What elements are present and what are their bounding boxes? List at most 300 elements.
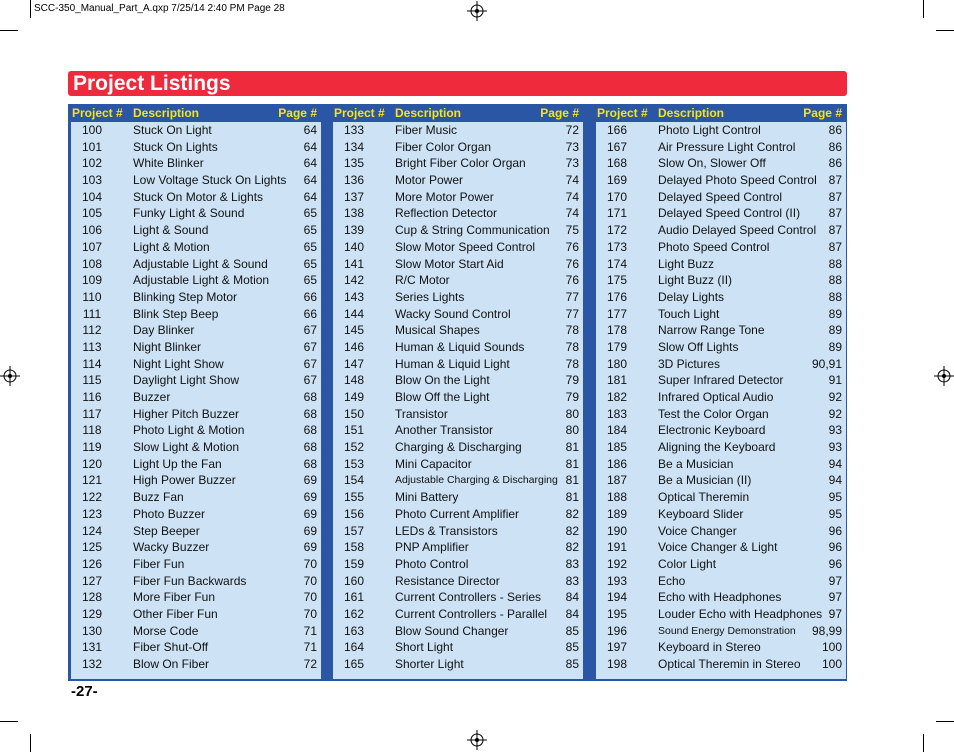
project-number: 198 <box>606 657 628 671</box>
table-row <box>71 506 321 523</box>
project-description: Echo with Headphones <box>658 590 782 605</box>
project-number: 174 <box>606 256 628 271</box>
project-description: Blow Off the Light <box>395 390 490 404</box>
header-description: Description <box>395 106 462 120</box>
project-number: 148 <box>343 373 365 388</box>
project-page: 69 <box>303 540 317 555</box>
project-description: Voice Changer <box>658 523 737 538</box>
table-row <box>333 122 583 139</box>
table-row <box>596 573 846 590</box>
project-page: 87 <box>828 239 842 254</box>
table-row <box>596 422 846 439</box>
project-page: 68 <box>303 456 317 471</box>
table-row <box>71 573 321 590</box>
project-page: 92 <box>828 390 842 404</box>
project-number: 119 <box>82 440 102 455</box>
project-number: 102 <box>81 156 103 171</box>
table-row <box>71 122 321 139</box>
table-row <box>596 322 846 339</box>
project-number: 111 <box>82 306 102 321</box>
project-description: Air Pressure Light Control <box>658 139 796 154</box>
table-row <box>596 623 846 640</box>
project-page: 75 <box>565 223 579 238</box>
project-description: Mini Battery <box>395 490 459 505</box>
table-row <box>71 539 321 556</box>
project-page: 84 <box>565 606 579 621</box>
table-row <box>71 239 321 256</box>
header-project: Project # <box>72 106 123 120</box>
project-number: 121 <box>81 473 103 488</box>
table-row <box>71 523 321 540</box>
table-row <box>71 456 321 473</box>
table-row <box>71 606 321 623</box>
project-page: 68 <box>303 423 317 438</box>
project-page: 72 <box>303 657 317 671</box>
project-page: 65 <box>303 273 317 288</box>
project-description: Another Transistor <box>395 423 494 438</box>
table-row <box>71 406 321 423</box>
project-number: 168 <box>606 156 628 171</box>
project-description: Photo Control <box>395 556 469 571</box>
project-number: 118 <box>82 423 102 438</box>
table-row <box>71 322 321 339</box>
project-listings-table <box>68 104 847 681</box>
project-page: 93 <box>828 423 842 438</box>
project-page: 73 <box>565 156 579 171</box>
project-description: Mini Capacitor <box>395 456 472 471</box>
project-page: 80 <box>565 423 579 438</box>
table-row <box>596 222 846 239</box>
project-number: 186 <box>606 456 628 471</box>
table-row <box>333 422 583 439</box>
project-number: 130 <box>81 623 103 638</box>
project-description: PNP Amplifier <box>395 540 469 555</box>
table-row <box>333 139 583 156</box>
table-row <box>71 189 321 206</box>
project-number: 180 <box>606 356 628 371</box>
project-page: 81 <box>565 473 579 488</box>
project-description: Slow Motor Start Aid <box>395 256 504 271</box>
project-number: 171 <box>606 206 628 221</box>
project-description: Color Light <box>658 556 717 571</box>
table-row <box>333 256 583 273</box>
header-description: Description <box>658 106 725 120</box>
project-number: 163 <box>343 623 365 638</box>
project-number: 100 <box>81 123 103 137</box>
project-number: 112 <box>82 323 102 338</box>
project-number: 150 <box>343 406 365 421</box>
table-row <box>71 356 321 373</box>
table-row <box>596 205 846 222</box>
table-row <box>71 306 321 323</box>
project-description: Slow Light & Motion <box>133 440 240 455</box>
registration-mark-icon <box>467 1 487 21</box>
table-row <box>71 139 321 156</box>
table-row <box>596 339 846 356</box>
project-page: 85 <box>565 623 579 638</box>
project-description: Blow On the Light <box>395 373 490 388</box>
project-description: Low Voltage Stuck On Lights <box>133 173 287 188</box>
project-description: Funky Light & Sound <box>133 206 245 221</box>
project-page: 95 <box>828 490 842 505</box>
table-row <box>596 272 846 289</box>
project-page: 87 <box>828 189 842 204</box>
table-row <box>596 389 846 406</box>
project-number: 191 <box>606 540 628 555</box>
project-number: 144 <box>343 306 365 321</box>
table-row <box>71 289 321 306</box>
table-row <box>71 439 321 456</box>
project-page: 89 <box>828 339 842 354</box>
project-number: 142 <box>343 273 365 288</box>
project-number: 136 <box>343 173 365 188</box>
table-row <box>596 589 846 606</box>
project-page: 64 <box>303 123 317 137</box>
table-row <box>596 439 846 456</box>
project-page: 65 <box>303 239 317 254</box>
project-number: 182 <box>606 390 628 404</box>
project-page: 71 <box>303 623 317 638</box>
project-number: 166 <box>606 123 628 137</box>
project-number: 131 <box>81 640 103 655</box>
project-number: 157 <box>343 523 365 538</box>
project-page: 74 <box>565 206 579 221</box>
project-number: 187 <box>606 473 628 488</box>
table-row <box>333 172 583 189</box>
project-page: 95 <box>828 506 842 521</box>
table-column <box>68 104 323 681</box>
project-page: 92 <box>828 406 842 421</box>
table-row <box>71 623 321 640</box>
project-page: 97 <box>828 573 842 588</box>
project-description: Cup & String Communication <box>395 223 550 238</box>
project-page: 70 <box>303 590 317 605</box>
table-column <box>330 104 585 681</box>
project-page: 89 <box>828 323 842 338</box>
project-description: Musical Shapes <box>395 323 480 338</box>
project-description: Adjustable Light & Sound <box>133 256 268 271</box>
project-number: 140 <box>343 239 365 254</box>
table-row <box>333 523 583 540</box>
project-page: 64 <box>303 173 317 188</box>
project-number: 190 <box>606 523 628 538</box>
project-page: 69 <box>303 473 317 488</box>
project-page: 65 <box>303 223 317 238</box>
project-page: 77 <box>565 289 579 304</box>
table-row <box>333 489 583 506</box>
project-number: 116 <box>82 390 102 404</box>
project-number: 192 <box>606 556 628 571</box>
project-number: 110 <box>82 289 102 304</box>
project-number: 113 <box>82 339 102 354</box>
table-row <box>333 389 583 406</box>
project-page: 100 <box>821 640 842 655</box>
project-number: 101 <box>81 139 103 154</box>
project-description: Optical Theremin in Stereo <box>658 657 801 671</box>
project-number: 115 <box>82 373 102 388</box>
project-description: Blink Step Beep <box>133 306 219 321</box>
project-description: Reflection Detector <box>395 206 498 221</box>
project-number: 105 <box>81 206 103 221</box>
header-project: Project # <box>597 106 648 120</box>
table-header <box>330 104 585 122</box>
project-description: Infrared Optical Audio <box>658 390 774 404</box>
project-description: Human & Liquid Light <box>395 356 510 371</box>
project-page: 87 <box>828 173 842 188</box>
project-number: 114 <box>82 356 102 371</box>
project-page: 90,91 <box>811 356 842 371</box>
table-row <box>333 339 583 356</box>
project-number: 179 <box>606 339 628 354</box>
table-row <box>596 372 846 389</box>
project-description: Sound Energy Demonstration <box>658 624 796 637</box>
project-number: 167 <box>606 139 628 154</box>
project-page: 64 <box>303 139 317 154</box>
project-page: 70 <box>303 573 317 588</box>
project-description: Touch Light <box>658 306 720 321</box>
table-row <box>71 205 321 222</box>
project-page: 79 <box>565 373 579 388</box>
project-page: 67 <box>303 373 317 388</box>
project-number: 117 <box>82 406 102 421</box>
header-page: Page # <box>540 106 579 120</box>
project-description: Short Light <box>395 640 454 655</box>
project-page: 69 <box>303 506 317 521</box>
project-description: Echo <box>658 573 686 588</box>
table-row <box>333 289 583 306</box>
table-row <box>71 272 321 289</box>
project-description: Optical Theremin <box>658 490 750 505</box>
project-page: 87 <box>828 223 842 238</box>
table-column <box>593 104 848 681</box>
project-page: 67 <box>303 356 317 371</box>
project-number: 165 <box>343 657 365 671</box>
table-row <box>333 506 583 523</box>
project-page: 81 <box>565 490 579 505</box>
project-page: 69 <box>303 490 317 505</box>
project-number: 120 <box>81 456 103 471</box>
project-page: 68 <box>303 406 317 421</box>
project-description: Blinking Step Motor <box>133 289 238 304</box>
project-page: 78 <box>565 339 579 354</box>
project-number: 152 <box>343 440 365 455</box>
table-row <box>596 122 846 139</box>
project-page: 76 <box>565 256 579 271</box>
table-row <box>333 356 583 373</box>
project-description: Aligning the Keyboard <box>658 440 776 455</box>
project-number: 173 <box>606 239 628 254</box>
project-page: 70 <box>303 606 317 621</box>
crop-mark <box>30 0 31 18</box>
project-description: Photo Light & Motion <box>133 423 245 438</box>
project-number: 158 <box>343 540 365 555</box>
project-number: 135 <box>343 156 365 171</box>
project-page: 74 <box>565 189 579 204</box>
project-page: 98,99 <box>811 623 842 638</box>
table-row <box>333 589 583 606</box>
project-page: 97 <box>828 590 842 605</box>
project-number: 196 <box>606 623 628 638</box>
project-page: 84 <box>565 590 579 605</box>
project-number: 170 <box>606 189 628 204</box>
table-row <box>333 456 583 473</box>
project-page: 82 <box>565 540 579 555</box>
project-page: 96 <box>828 540 842 555</box>
table-row <box>333 439 583 456</box>
project-page: 80 <box>565 406 579 421</box>
table-row <box>333 189 583 206</box>
crop-mark <box>936 30 954 31</box>
table-row <box>71 589 321 606</box>
page-number: -27- <box>71 683 98 700</box>
project-description: Fiber Fun <box>133 556 185 571</box>
table-row <box>333 239 583 256</box>
project-description: Voice Changer & Light <box>658 540 778 555</box>
project-number: 141 <box>343 256 365 271</box>
project-number: 188 <box>606 490 628 505</box>
project-description: Blow Sound Changer <box>395 623 509 638</box>
project-page: 85 <box>565 640 579 655</box>
project-description: Human & Liquid Sounds <box>395 339 525 354</box>
project-number: 149 <box>343 390 365 404</box>
project-number: 138 <box>343 206 365 221</box>
project-page: 88 <box>828 273 842 288</box>
project-description: Audio Delayed Speed Control <box>658 223 817 238</box>
project-number: 128 <box>81 590 103 605</box>
project-number: 160 <box>343 573 365 588</box>
project-description: R/C Motor <box>395 273 450 288</box>
table-row <box>596 139 846 156</box>
project-description: Night Light Show <box>133 356 224 371</box>
project-number: 177 <box>606 306 628 321</box>
project-number: 103 <box>81 173 103 188</box>
project-description: Light & Motion <box>133 239 210 254</box>
table-header <box>68 104 323 122</box>
project-page: 96 <box>828 523 842 538</box>
project-description: Light Buzz <box>658 256 715 271</box>
project-number: 124 <box>81 523 103 538</box>
project-description: Slow On, Slower Off <box>658 156 766 171</box>
project-page: 78 <box>565 323 579 338</box>
table-row <box>71 339 321 356</box>
table-row <box>71 222 321 239</box>
project-number: 134 <box>343 139 365 154</box>
project-page: 77 <box>565 306 579 321</box>
registration-mark-icon <box>934 366 954 386</box>
project-page: 94 <box>828 473 842 488</box>
table-row <box>71 389 321 406</box>
project-description: Light Up the Fan <box>133 456 222 471</box>
project-page: 85 <box>565 657 579 671</box>
project-number: 122 <box>81 490 103 505</box>
table-row <box>333 155 583 172</box>
project-page: 67 <box>303 339 317 354</box>
project-page: 74 <box>565 173 579 188</box>
project-number: 154 <box>343 473 365 488</box>
table-row <box>333 606 583 623</box>
table-row <box>333 623 583 640</box>
project-number: 143 <box>343 289 365 304</box>
project-page: 82 <box>565 523 579 538</box>
table-row <box>596 556 846 573</box>
project-description: Day Blinker <box>133 323 195 338</box>
project-description: Be a Musician <box>658 456 734 471</box>
table-row <box>71 172 321 189</box>
project-page: 76 <box>565 273 579 288</box>
project-description: Buzz Fan <box>133 490 184 505</box>
project-description: Night Blinker <box>133 339 202 354</box>
project-description: Motor Power <box>395 173 464 188</box>
project-page: 66 <box>303 306 317 321</box>
project-page: 64 <box>303 156 317 171</box>
project-number: 133 <box>343 123 365 137</box>
project-description: Shorter Light <box>395 657 464 671</box>
header-page: Page # <box>803 106 842 120</box>
project-number: 161 <box>343 590 365 605</box>
project-page: 66 <box>303 289 317 304</box>
project-description: 3D Pictures <box>658 356 721 371</box>
project-description: Light & Sound <box>133 223 209 238</box>
project-page: 83 <box>565 556 579 571</box>
project-page: 78 <box>565 356 579 371</box>
project-description: LEDs & Transistors <box>395 523 498 538</box>
project-number: 139 <box>343 223 365 238</box>
project-number: 146 <box>343 339 365 354</box>
project-description: Adjustable Light & Motion <box>133 273 270 288</box>
project-description: Other Fiber Fun <box>133 606 218 621</box>
project-page: 65 <box>303 206 317 221</box>
table-row <box>71 256 321 273</box>
table-row <box>333 306 583 323</box>
project-description: Stuck On Lights <box>133 139 218 154</box>
project-page: 97 <box>828 606 842 621</box>
project-description: Fiber Shut-Off <box>133 640 209 655</box>
project-description: Wacky Sound Control <box>395 306 511 321</box>
table-row <box>333 406 583 423</box>
project-page: 71 <box>303 640 317 655</box>
project-number: 183 <box>606 406 628 421</box>
project-page: 68 <box>303 440 317 455</box>
project-number: 175 <box>606 273 628 288</box>
project-description: More Motor Power <box>395 189 494 204</box>
table-row <box>596 172 846 189</box>
project-number: 172 <box>606 223 628 238</box>
project-number: 184 <box>606 423 628 438</box>
project-page: 91 <box>828 373 842 388</box>
project-number: 176 <box>606 289 628 304</box>
project-number: 109 <box>81 273 103 288</box>
crop-mark <box>30 734 31 752</box>
project-description: Photo Current Amplifier <box>395 506 520 521</box>
table-body <box>333 122 583 679</box>
project-page: 83 <box>565 573 579 588</box>
project-description: Series Lights <box>395 289 465 304</box>
project-page: 89 <box>828 306 842 321</box>
project-number: 195 <box>606 606 628 621</box>
table-row <box>596 256 846 273</box>
header-description: Description <box>133 106 200 120</box>
project-page: 79 <box>565 390 579 404</box>
table-row <box>71 155 321 172</box>
header-page: Page # <box>278 106 317 120</box>
table-row <box>596 489 846 506</box>
project-number: 155 <box>343 490 365 505</box>
project-number: 132 <box>81 657 103 671</box>
crop-mark <box>0 30 18 31</box>
project-number: 153 <box>343 456 365 471</box>
project-description: Photo Buzzer <box>133 506 206 521</box>
project-page: 69 <box>303 523 317 538</box>
